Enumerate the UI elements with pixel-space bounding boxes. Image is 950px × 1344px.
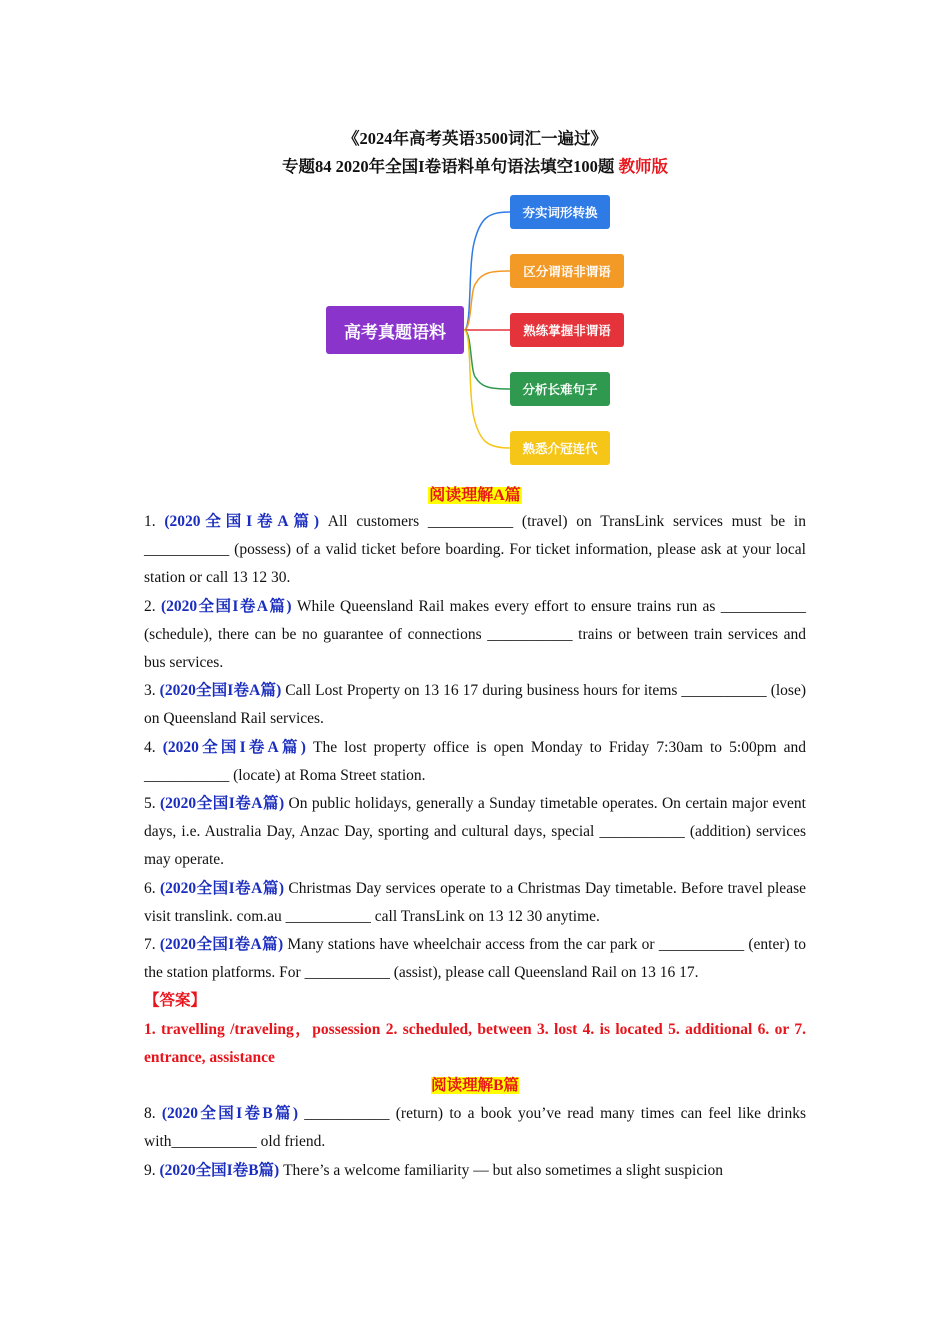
answer-text: 1. travelling /traveling，possession 2. scheduled, between 3. lost 4. is located 5. additional 6. or 7. entrance, assistance [144, 1020, 806, 1066]
question-number: 5. [144, 795, 161, 813]
mindmap-node-2: 区分谓语非谓语 [510, 254, 624, 288]
question-source: (2020全国I卷B篇) [159, 1161, 280, 1179]
document-title: 《2024年高考英语3500词汇一遍过》 [343, 129, 607, 148]
question-number: 9. [144, 1161, 160, 1179]
question-number: 7. [144, 936, 160, 954]
question-source: (2020全国I卷A篇) [164, 513, 320, 530]
question-text: Christmas Day services operate to a Christmas Day timetable. Before travel please visit translink. com.au ___________ call TransLink on 13 12 30 anytime. [144, 879, 806, 925]
subtitle-main: 专题84 2020年全国I卷语料单句语法填空100题 [282, 157, 619, 176]
question-9 [144, 1157, 806, 1185]
document-body [144, 508, 806, 1185]
question-number: 6. [144, 879, 160, 897]
question-source: (2020全国I卷A篇) [160, 879, 284, 897]
question-source: (2020全国I卷A篇) [159, 682, 282, 700]
question-4 [144, 734, 806, 790]
question-text: There’s a welcome familiarity — but also sometimes a slight suspicion [279, 1161, 724, 1179]
question-number: 4. [144, 738, 163, 756]
question-text: ___________ (return) to a book you’ve read many times can feel like drinks with___________ old friend. [144, 1105, 807, 1151]
mindmap-node-5: 熟悉介冠连代 [510, 431, 610, 465]
question-3 [144, 677, 806, 733]
question-1 [144, 508, 806, 593]
question-text: Call Lost Property on 13 16 17 during business hours for items ___________ (lose) on Queensland Rail services. [144, 682, 806, 728]
question-source: (2020全国I卷A篇) [160, 597, 292, 615]
question-2 [144, 593, 806, 678]
question-source: (2020全国I卷A篇) [159, 936, 284, 954]
question-number: 3. [144, 682, 160, 700]
section-a-heading [0, 482, 950, 505]
mindmap-node-3: 熟练掌握非谓语 [510, 313, 624, 347]
question-number: 8. [144, 1105, 162, 1123]
question-text: The lost property office is open Monday to Friday 7:30am to 5:00pm and ___________ (locate) at Roma Street station. [144, 738, 806, 784]
question-source: (2020全国I卷A篇) [162, 738, 306, 756]
question-8 [144, 1100, 806, 1156]
mindmap-node-4: 分析长难句子 [510, 372, 610, 406]
question-source: (2020全国I卷B篇) [161, 1105, 299, 1123]
mindmap-center-node: 高考真题语料 [326, 306, 464, 354]
question-number: 1. [144, 513, 165, 530]
question-7 [144, 931, 806, 987]
question-5 [144, 790, 806, 875]
document-subtitle [0, 153, 950, 177]
section-b-heading [144, 1072, 806, 1100]
section-a-title: 阅读理解A篇 [429, 487, 521, 504]
mindmap [320, 188, 640, 472]
question-6 [144, 875, 806, 931]
question-text: On public holidays, generally a Sunday timetable operates. On certain major event days, i.e. Australia Day, Anzac Day, sporting and cultural days, special ___________ (addition) services may operate. [144, 795, 806, 869]
subtitle-edition: 教师版 [618, 157, 668, 176]
answer-label: 【答案】 [144, 992, 207, 1010]
section-b-title: 阅读理解B篇 [431, 1077, 519, 1095]
question-text: Many stations have wheelchair access from the car park or ___________ (enter) to the station platforms. For ___________ (assist), please call Queensland Rail on 13 16 17. [144, 936, 806, 982]
question-text: While Queensland Rail makes every effort to ensure trains run as ___________ (schedule), there can be no guarantee of connections ___________ trains or between train services and bus services. [144, 597, 806, 672]
mindmap-node-1: 夯实词形转换 [510, 195, 610, 229]
question-number: 2. [144, 597, 161, 615]
question-text: All customers ___________ (travel) on TransLink services must be in ___________ (possess) of a valid ticket before boarding. For ticket information, please ask at your local station or call 13 12 30. [144, 513, 806, 587]
question-source: (2020全国I卷A篇) [160, 795, 285, 813]
